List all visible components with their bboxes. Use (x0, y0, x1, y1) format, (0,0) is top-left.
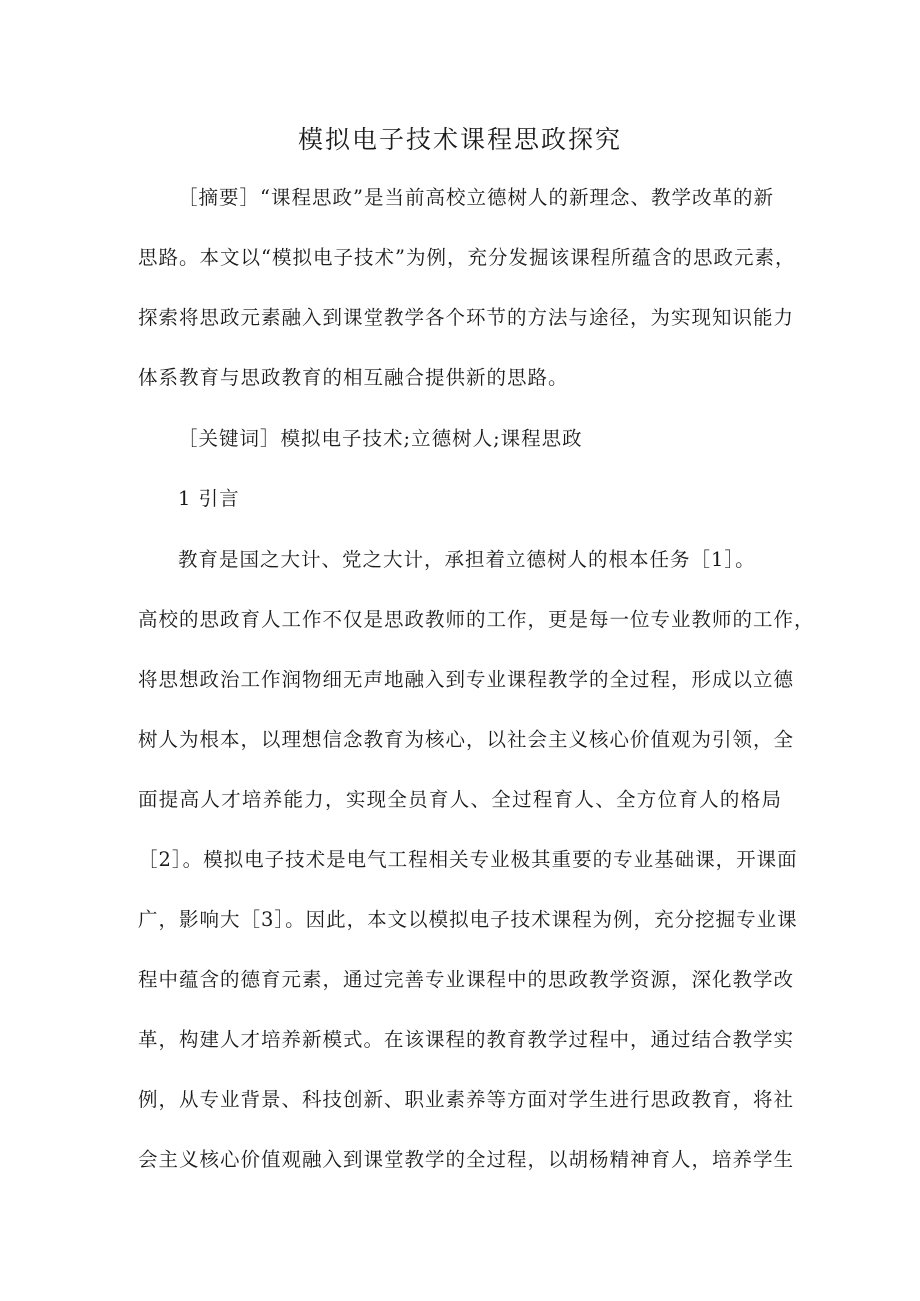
body-line: 革，构建人才培养新模式。在该课程的教育教学过程中，通过结合教学实 (138, 1028, 795, 1051)
body-line: 高校的思政育人工作不仅是思政教师的工作，更是每一位专业教师的工作， (138, 608, 815, 631)
body-line: 面提高人才培养能力，实现全员育人、全过程育人、全方位育人的格局 (138, 788, 782, 811)
section-heading: 1 引言 (178, 487, 240, 510)
body-line: 教育是国之大计、党之大计，承担着立德树人的根本任务［1］。 (178, 548, 756, 571)
body-line: 将思想政治工作润物细无声地融入到专业课程教学的全过程，形成以立德 (138, 668, 795, 691)
abstract-line: 体系教育与思政教育的相互融合提供新的思路。 (138, 366, 569, 389)
body-line: 会主义核心价值观融入到课堂教学的全过程，以胡杨精神育人，培养学生 (138, 1148, 795, 1171)
abstract-line: 思路。本文以“模拟电子技术”为例，充分发掘该课程所蕴含的思政元素， (138, 246, 796, 269)
abstract-line: 探索将思政元素融入到课堂教学各个环节的方法与途径，为实现知识能力 (138, 306, 795, 329)
body-line: 程中蕴含的德育元素，通过完善专业课程中的思政教学资源，深化教学改 (138, 968, 795, 991)
abstract-line: ［摘要］“课程思政”是当前高校立德树人的新理念、教学改革的新 (178, 186, 774, 209)
body-line: 广，影响大［3］。因此，本文以模拟电子技术课程为例，充分挖掘专业课 (138, 908, 798, 931)
body-line: 树人为根本，以理想信念教育为核心，以社会主义核心价值观为引领，全 (138, 728, 795, 751)
document-title: 模拟电子技术课程思政探究 (297, 125, 622, 154)
body-line: 例，从专业背景、科技创新、职业素养等方面对学生进行思政教育，将社 (138, 1088, 795, 1111)
keywords-line: ［关键词］模拟电子技术;立德树人;课程思政 (178, 427, 583, 450)
body-line: ［2］。模拟电子技术是电气工程相关专业极其重要的专业基础课，开课面 (138, 848, 798, 871)
